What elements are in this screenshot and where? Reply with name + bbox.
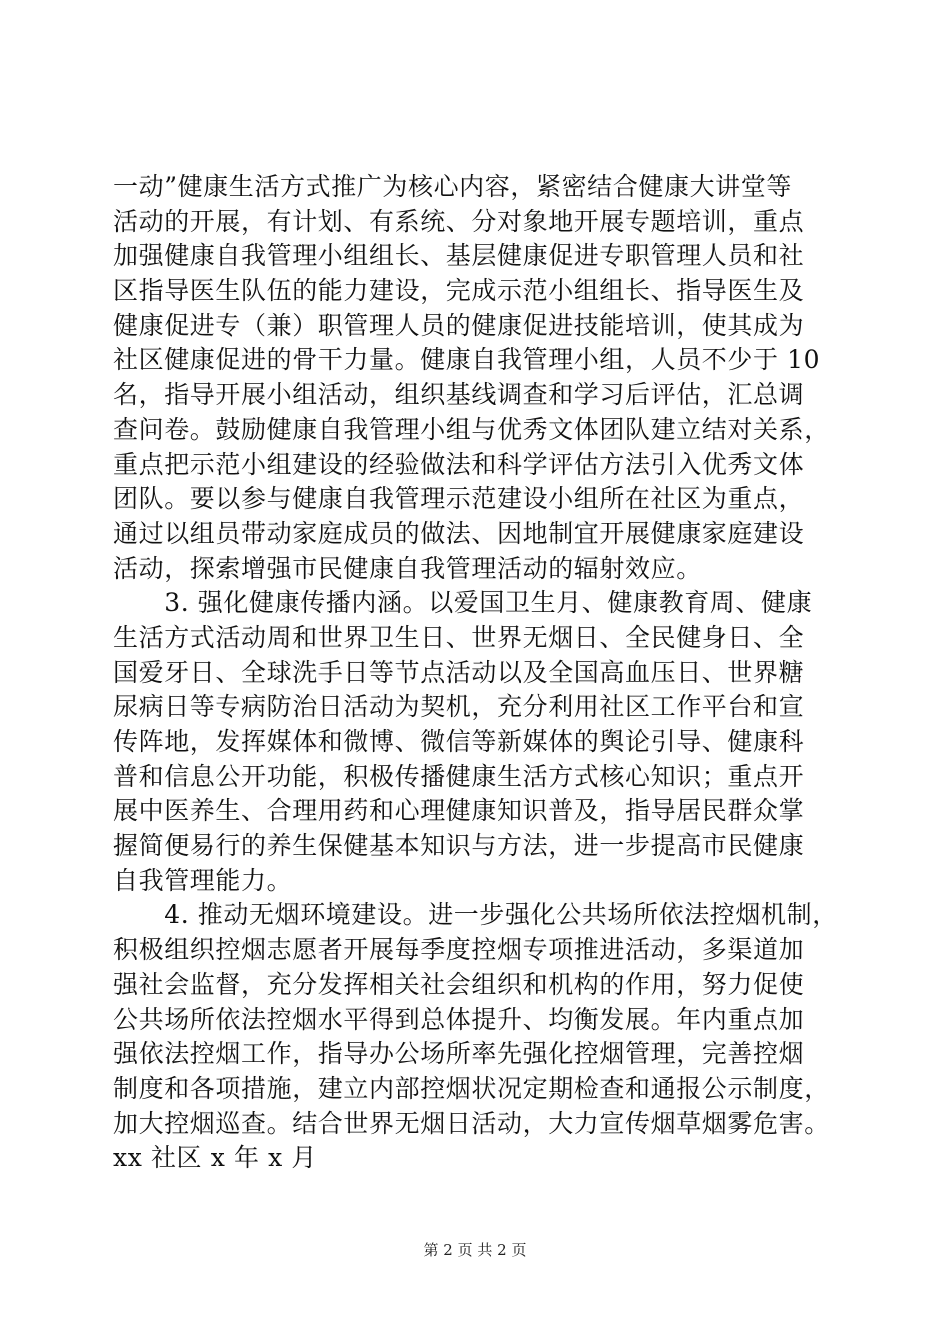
text-line: 健康促进专（兼）职管理人员的健康促进技能培训，使其成为 — [113, 310, 805, 340]
text-line: 尿病日等专病防治日活动为契机，充分利用社区工作平台和宣 — [113, 692, 805, 722]
text-line: 团队。要以参与健康自我管理示范建设小组所在社区为重点， — [113, 484, 805, 514]
text-line: 加强健康自我管理小组组长、基层健康促进专职管理人员和社 — [113, 241, 805, 271]
signature-line: xx 社区 x 年 x 月 — [113, 1143, 317, 1173]
text-line: 自我管理能力。 — [113, 865, 293, 895]
text-line: 传阵地，发挥媒体和微博、微信等新媒体的舆论引导、健康科 — [113, 727, 805, 756]
text-line: 重点把示范小组建设的经验做法和科学评估方法引入优秀文体 — [113, 449, 805, 479]
text-line: 强依法控烟工作，指导办公场所率先强化控烟管理，完善控烟 — [113, 1039, 805, 1069]
text-line: 通过以组员带动家庭成员的做法、因地制宜开展健康家庭建设 — [113, 518, 805, 548]
text-line: 强社会监督，充分发挥相关社会组织和机构的作用，努力促使 — [113, 969, 805, 999]
text-line: 查问卷。鼓励健康自我管理小组与优秀文体团队建立结对关系， — [113, 414, 830, 444]
text-line: 公共场所依法控烟水平得到总体提升、均衡发展。年内重点加 — [113, 1004, 805, 1034]
section-4-heading-line: 4. 推动无烟环境建设。进一步强化公共场所依法控烟机制， — [113, 900, 838, 930]
page-number-footer: 第 2 页 共 2 页 — [423, 1241, 527, 1259]
text-line: 加大控烟巡查。结合世界无烟日活动，大力宣传烟草烟雾危害。 — [113, 1108, 830, 1138]
text-line: 社区健康促进的骨干力量。健康自我管理小组，人员不少于 10 — [113, 345, 821, 375]
section-3-heading-line: 3. 强化健康传播内涵。以爱国卫生月、健康教育周、健康 — [113, 588, 813, 618]
text-line: 区指导医生队伍的能力建设，完成示范小组组长、指导医生及 — [113, 276, 805, 306]
text-line: 普和信息公开功能，积极传播健康生活方式核心知识；重点开 — [113, 761, 805, 791]
text-line: 展中医养生、合理用药和心理健康知识普及，指导居民群众掌 — [113, 796, 805, 826]
body-text — [113, 170, 853, 1176]
text-line: 活动的开展，有计划、有系统、分对象地开展专题培训，重点 — [113, 206, 805, 236]
text-line: 握简便易行的养生保健基本知识与方法，进一步提高市民健康 — [113, 831, 805, 861]
text-line: 活动，探索增强市民健康自我管理活动的辐射效应。 — [113, 553, 702, 583]
text-line: 生活方式活动周和世界卫生日、世界无烟日、全民健身日、全 — [113, 622, 805, 652]
text-line: 制度和各项措施，建立内部控烟状况定期检查和通报公示制度， — [113, 1073, 830, 1103]
text-line: 名，指导开展小组活动，组织基线调查和学习后评估，汇总调 — [113, 380, 805, 410]
text-line: 一动”健康生活方式推广为核心内容，紧密结合健康大讲堂等 — [113, 172, 792, 201]
text-line: 积极组织控烟志愿者开展每季度控烟专项推进活动，多渠道加 — [113, 935, 805, 965]
text-line: 国爱牙日、全球洗手日等节点活动以及全国高血压日、世界糖 — [113, 657, 805, 687]
